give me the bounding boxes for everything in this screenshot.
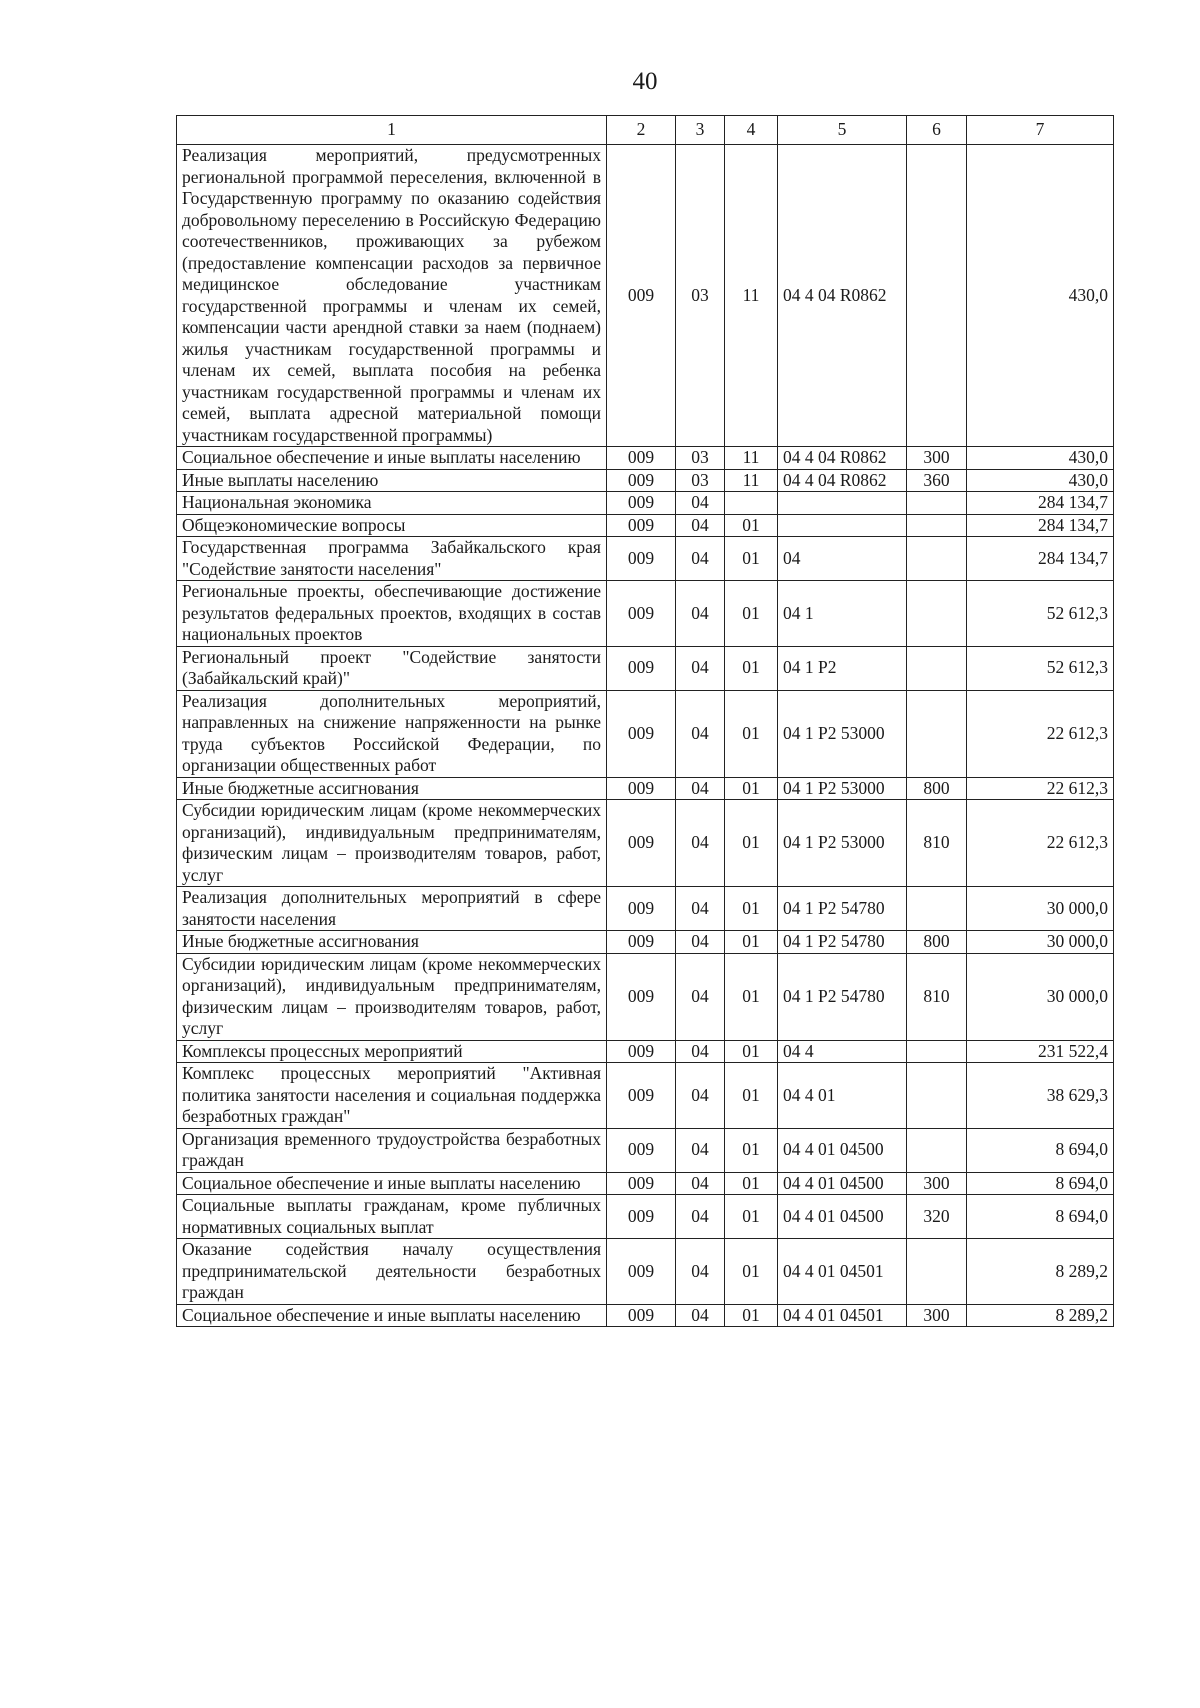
amount: 52 612,3 <box>967 646 1114 690</box>
ministry-code: 009 <box>607 931 676 954</box>
expense-type-code: 810 <box>907 800 967 887</box>
expense-type-code: 300 <box>907 1304 967 1327</box>
subsection-code: 01 <box>725 1239 778 1305</box>
section-code: 04 <box>676 1195 725 1239</box>
column-header-5: 5 <box>778 116 907 145</box>
target-article-code: 04 4 01 04501 <box>778 1239 907 1305</box>
expense-type-code: 800 <box>907 931 967 954</box>
section-code: 04 <box>676 514 725 537</box>
target-article-code: 04 1 P2 54780 <box>778 931 907 954</box>
subsection-code <box>725 492 778 515</box>
subsection-code: 11 <box>725 145 778 447</box>
subsection-code: 11 <box>725 469 778 492</box>
table-row <box>177 1128 1114 1172</box>
table-row <box>177 953 1114 1040</box>
ministry-code: 009 <box>607 800 676 887</box>
ministry-code: 009 <box>607 1063 676 1129</box>
section-code: 04 <box>676 1063 725 1129</box>
table-row <box>177 800 1114 887</box>
row-name: Реализация дополнительных мероприятий, направленных на снижение напряженности на рынке труда субъектов Российской Федерации, по организации общественных работ <box>177 690 607 777</box>
ministry-code: 009 <box>607 145 676 447</box>
subsection-code: 01 <box>725 646 778 690</box>
row-name: Государственная программа Забайкальского края "Содействие занятости населения" <box>177 537 607 581</box>
target-article-code: 04 4 04 R0862 <box>778 145 907 447</box>
subsection-code: 01 <box>725 777 778 800</box>
section-code: 04 <box>676 1304 725 1327</box>
target-article-code: 04 4 01 <box>778 1063 907 1129</box>
amount: 38 629,3 <box>967 1063 1114 1129</box>
table-row <box>177 145 1114 447</box>
row-name: Социальные выплаты гражданам, кроме публичных нормативных социальных выплат <box>177 1195 607 1239</box>
target-article-code: 04 4 01 04501 <box>778 1304 907 1327</box>
expense-type-code: 360 <box>907 469 967 492</box>
target-article-code: 04 4 01 04500 <box>778 1172 907 1195</box>
row-name: Субсидии юридическим лицам (кроме некоммерческих организаций), индивидуальным предпринимателям, физическим лицам – производителям товаров, работ, услуг <box>177 800 607 887</box>
expense-type-code <box>907 646 967 690</box>
column-header-4: 4 <box>725 116 778 145</box>
table-row <box>177 1063 1114 1129</box>
amount: 30 000,0 <box>967 931 1114 954</box>
subsection-code: 01 <box>725 1128 778 1172</box>
expense-type-code <box>907 145 967 447</box>
row-name: Реализация мероприятий, предусмотренных региональной программой переселения, включенной в Государственную программу по оказанию содействия добровольному переселению в Российскую Федерацию соотечественников, проживающих за рубежом (предоставление компенсации расходов за первичное медицинское обследование участникам государственной программы и членам их семей, компенсации части арендной ставки за наем (поднаем) жилья участникам государственной программы и членам их семей, выплата пособия на ребенка участникам государственной программы и членам их семей, выплата адресной материальной помощи участникам государственной программы) <box>177 145 607 447</box>
amount: 8 694,0 <box>967 1172 1114 1195</box>
target-article-code: 04 <box>778 537 907 581</box>
subsection-code: 11 <box>725 447 778 470</box>
target-article-code: 04 1 P2 53000 <box>778 690 907 777</box>
expense-type-code <box>907 690 967 777</box>
target-article-code: 04 4 01 04500 <box>778 1195 907 1239</box>
row-name: Иные выплаты населению <box>177 469 607 492</box>
section-code: 04 <box>676 1172 725 1195</box>
column-header-1: 1 <box>177 116 607 145</box>
target-article-code: 04 4 04 R0862 <box>778 469 907 492</box>
subsection-code: 01 <box>725 581 778 647</box>
expense-type-code <box>907 1239 967 1305</box>
table-row <box>177 447 1114 470</box>
subsection-code: 01 <box>725 514 778 537</box>
budget-table <box>176 115 1114 1327</box>
row-name: Социальное обеспечение и иные выплаты населению <box>177 447 607 470</box>
subsection-code: 01 <box>725 1304 778 1327</box>
expense-type-code: 300 <box>907 1172 967 1195</box>
section-code: 04 <box>676 646 725 690</box>
subsection-code: 01 <box>725 1172 778 1195</box>
target-article-code: 04 1 P2 53000 <box>778 777 907 800</box>
section-code: 04 <box>676 887 725 931</box>
table-row <box>177 931 1114 954</box>
column-header-7: 7 <box>967 116 1114 145</box>
target-article-code: 04 1 P2 54780 <box>778 953 907 1040</box>
amount: 22 612,3 <box>967 777 1114 800</box>
expense-type-code <box>907 492 967 515</box>
amount: 430,0 <box>967 145 1114 447</box>
ministry-code: 009 <box>607 1239 676 1305</box>
row-name: Региональные проекты, обеспечивающие достижение результатов федеральных проектов, входящих в состав национальных проектов <box>177 581 607 647</box>
page-number: 40 <box>632 68 658 95</box>
row-name: Национальная экономика <box>177 492 607 515</box>
ministry-code: 009 <box>607 953 676 1040</box>
table-row <box>177 537 1114 581</box>
table-row <box>177 690 1114 777</box>
table-row <box>177 1239 1114 1305</box>
ministry-code: 009 <box>607 492 676 515</box>
section-code: 04 <box>676 931 725 954</box>
section-code: 04 <box>676 953 725 1040</box>
amount: 22 612,3 <box>967 690 1114 777</box>
ministry-code: 009 <box>607 514 676 537</box>
ministry-code: 009 <box>607 690 676 777</box>
subsection-code: 01 <box>725 1195 778 1239</box>
row-name: Организация временного трудоустройства безработных граждан <box>177 1128 607 1172</box>
section-code: 04 <box>676 492 725 515</box>
expense-type-code: 800 <box>907 777 967 800</box>
subsection-code: 01 <box>725 537 778 581</box>
amount: 430,0 <box>967 447 1114 470</box>
expense-type-code <box>907 514 967 537</box>
amount: 8 694,0 <box>967 1195 1114 1239</box>
table-row <box>177 887 1114 931</box>
row-name: Общеэкономические вопросы <box>177 514 607 537</box>
table-row <box>177 581 1114 647</box>
expense-type-code <box>907 581 967 647</box>
section-code: 04 <box>676 537 725 581</box>
expense-type-code <box>907 1128 967 1172</box>
row-name: Социальное обеспечение и иные выплаты населению <box>177 1172 607 1195</box>
expense-type-code <box>907 1040 967 1063</box>
ministry-code: 009 <box>607 646 676 690</box>
target-article-code: 04 4 <box>778 1040 907 1063</box>
amount: 8 289,2 <box>967 1239 1114 1305</box>
target-article-code: 04 4 01 04500 <box>778 1128 907 1172</box>
amount: 22 612,3 <box>967 800 1114 887</box>
subsection-code: 01 <box>725 1063 778 1129</box>
expense-type-code <box>907 537 967 581</box>
table-row <box>177 1195 1114 1239</box>
amount: 430,0 <box>967 469 1114 492</box>
ministry-code: 009 <box>607 1040 676 1063</box>
target-article-code: 04 1 P2 54780 <box>778 887 907 931</box>
table-row <box>177 646 1114 690</box>
table-row <box>177 492 1114 515</box>
subsection-code: 01 <box>725 953 778 1040</box>
section-code: 04 <box>676 690 725 777</box>
row-name: Реализация дополнительных мероприятий в сфере занятости населения <box>177 887 607 931</box>
ministry-code: 009 <box>607 777 676 800</box>
section-code: 03 <box>676 469 725 492</box>
ministry-code: 009 <box>607 469 676 492</box>
row-name: Социальное обеспечение и иные выплаты населению <box>177 1304 607 1327</box>
ministry-code: 009 <box>607 887 676 931</box>
target-article-code: 04 1 <box>778 581 907 647</box>
amount: 52 612,3 <box>967 581 1114 647</box>
row-name: Комплексы процессных мероприятий <box>177 1040 607 1063</box>
expense-type-code <box>907 887 967 931</box>
section-code: 04 <box>676 581 725 647</box>
amount: 284 134,7 <box>967 514 1114 537</box>
ministry-code: 009 <box>607 581 676 647</box>
table-row <box>177 1172 1114 1195</box>
ministry-code: 009 <box>607 1304 676 1327</box>
amount: 8 694,0 <box>967 1128 1114 1172</box>
row-name: Иные бюджетные ассигнования <box>177 777 607 800</box>
amount: 231 522,4 <box>967 1040 1114 1063</box>
table-row <box>177 469 1114 492</box>
target-article-code <box>778 492 907 515</box>
ministry-code: 009 <box>607 1172 676 1195</box>
amount: 8 289,2 <box>967 1304 1114 1327</box>
table-row <box>177 1040 1114 1063</box>
section-code: 04 <box>676 1128 725 1172</box>
section-code: 04 <box>676 777 725 800</box>
ministry-code: 009 <box>607 1128 676 1172</box>
section-code: 04 <box>676 1040 725 1063</box>
section-code: 03 <box>676 145 725 447</box>
row-name: Региональный проект "Содействие занятости (Забайкальский край)" <box>177 646 607 690</box>
expense-type-code <box>907 1063 967 1129</box>
section-code: 04 <box>676 1239 725 1305</box>
target-article-code <box>778 514 907 537</box>
ministry-code: 009 <box>607 537 676 581</box>
column-header-3: 3 <box>676 116 725 145</box>
target-article-code: 04 4 04 R0862 <box>778 447 907 470</box>
table-row <box>177 514 1114 537</box>
row-name: Иные бюджетные ассигнования <box>177 931 607 954</box>
table-row <box>177 777 1114 800</box>
ministry-code: 009 <box>607 1195 676 1239</box>
amount: 284 134,7 <box>967 537 1114 581</box>
section-code: 03 <box>676 447 725 470</box>
column-header-6: 6 <box>907 116 967 145</box>
subsection-code: 01 <box>725 800 778 887</box>
target-article-code: 04 1 P2 <box>778 646 907 690</box>
ministry-code: 009 <box>607 447 676 470</box>
subsection-code: 01 <box>725 1040 778 1063</box>
header-row <box>177 116 1114 145</box>
amount: 284 134,7 <box>967 492 1114 515</box>
expense-type-code: 300 <box>907 447 967 470</box>
target-article-code: 04 1 P2 53000 <box>778 800 907 887</box>
row-name: Комплекс процессных мероприятий "Активная политика занятости населения и социальная поддержка безработных граждан" <box>177 1063 607 1129</box>
section-code: 04 <box>676 800 725 887</box>
expense-type-code: 320 <box>907 1195 967 1239</box>
column-header-2: 2 <box>607 116 676 145</box>
amount: 30 000,0 <box>967 953 1114 1040</box>
expense-type-code: 810 <box>907 953 967 1040</box>
subsection-code: 01 <box>725 887 778 931</box>
subsection-code: 01 <box>725 931 778 954</box>
table-row <box>177 1304 1114 1327</box>
subsection-code: 01 <box>725 690 778 777</box>
row-name: Субсидии юридическим лицам (кроме некоммерческих организаций), индивидуальным предпринимателям, физическим лицам – производителям товаров, работ, услуг <box>177 953 607 1040</box>
row-name: Оказание содействия началу осуществления предпринимательской деятельности безработных граждан <box>177 1239 607 1305</box>
amount: 30 000,0 <box>967 887 1114 931</box>
